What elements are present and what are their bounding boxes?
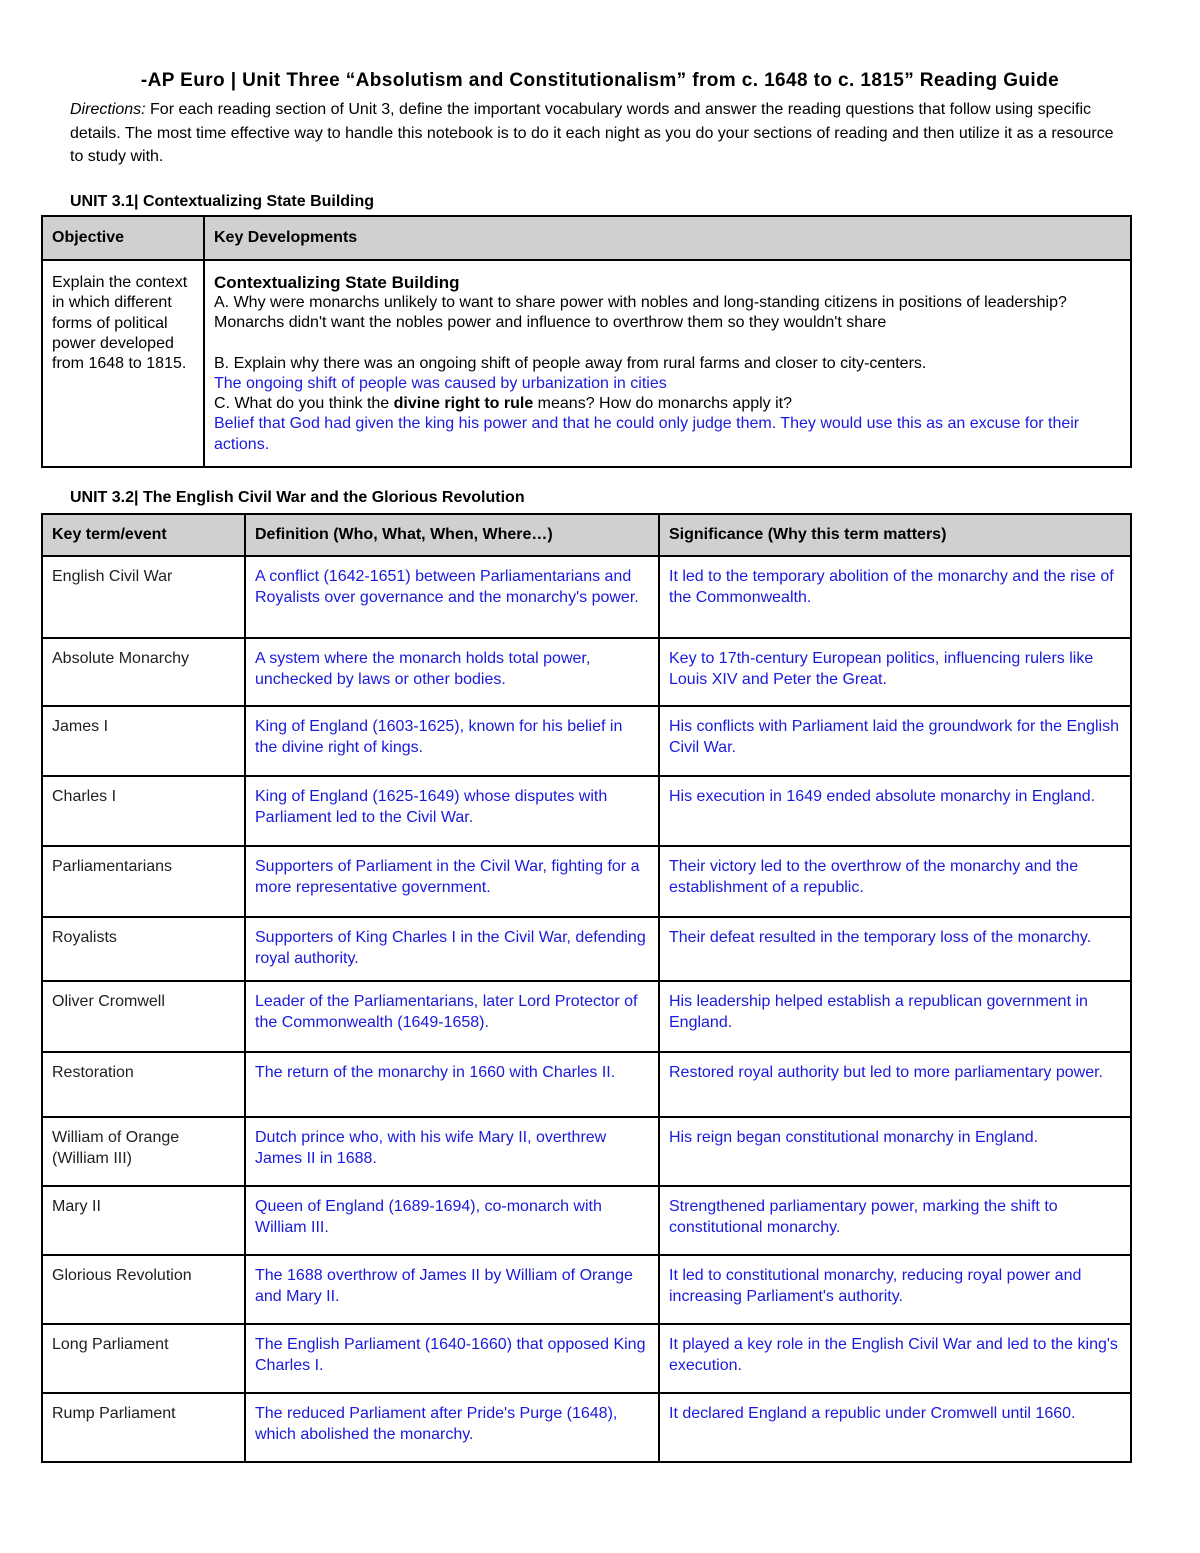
column-header-definition: Definition (Who, What, When, Where…) <box>245 514 659 556</box>
significance-cell: Their defeat resulted in the temporary loss of the monarchy. <box>659 917 1131 981</box>
term-cell: Restoration <box>42 1052 245 1117</box>
definition-cell: A conflict (1642-1651) between Parliamentarians and Royalists over governance and the monarchy's power. <box>245 556 659 638</box>
definition-cell: A system where the monarch holds total power, unchecked by laws or other bodies. <box>245 638 659 706</box>
table-row <box>42 1052 1131 1117</box>
unit-3-2-table <box>41 513 1132 1463</box>
term-cell: Glorious Revolution <box>42 1255 245 1324</box>
unit-3-2-header-row <box>42 514 1131 556</box>
table-row <box>42 638 1131 706</box>
question-a: A. Why were monarchs unlikely to want to share power with nobles and long-standing citizens in positions of leadership? Monarchs didn't want the nobles power and influence to overthrow them so they wouldn't share <box>214 294 1067 332</box>
term-cell: William of Orange (William III) <box>42 1117 245 1186</box>
table-row <box>42 776 1131 846</box>
table-row <box>42 1393 1131 1462</box>
term-cell: English Civil War <box>42 556 245 638</box>
answer-c: Belief that God had given the king his power and that he could only judge them. They would use this as an excuse for their actions. <box>214 415 1080 453</box>
table-row <box>42 917 1131 981</box>
term-cell: Long Parliament <box>42 1324 245 1393</box>
significance-cell: Restored royal authority but led to more parliamentary power. <box>659 1052 1131 1117</box>
answer-b: The ongoing shift of people was caused by urbanization in cities <box>214 374 667 392</box>
key-developments-cell <box>204 260 1131 467</box>
question-b: B. Explain why there was an ongoing shift of people away from rural farms and closer to city-centers. <box>214 354 927 372</box>
term-cell: Rump Parliament <box>42 1393 245 1462</box>
definition-cell: Dutch prince who, with his wife Mary II, overthrew James II in 1688. <box>245 1117 659 1186</box>
unit-3-1-table <box>41 215 1132 468</box>
table-row <box>42 846 1131 917</box>
unit-3-1-content-row <box>42 260 1131 467</box>
column-header-term: Key term/event <box>42 514 245 556</box>
unit-3-1-header-row <box>42 216 1131 260</box>
table-row <box>42 981 1131 1052</box>
definition-cell: The reduced Parliament after Pride's Purge (1648), which abolished the monarchy. <box>245 1393 659 1462</box>
definition-cell: The return of the monarchy in 1660 with Charles II. <box>245 1052 659 1117</box>
page-title: -AP Euro | Unit Three “Absolutism and Constitutionalism” from c. 1648 to c. 1815” Reading Guide <box>140 70 1060 91</box>
directions-text: For each reading section of Unit 3, define the important vocabulary words and answer the reading questions that follow using specific details. The most time effective way to handle this notebook is to do it each night as you do your sections of reading and then utilize it as a resource to study with. <box>70 101 1114 165</box>
column-header-key-developments: Key Developments <box>204 216 1131 260</box>
term-cell: Absolute Monarchy <box>42 638 245 706</box>
question-c-prefix: C. What do you think the <box>214 395 394 413</box>
significance-cell: His leadership helped establish a republican government in England. <box>659 981 1131 1052</box>
significance-cell: Key to 17th-century European politics, influencing rulers like Louis XIV and Peter the Great. <box>659 638 1131 706</box>
term-cell: James I <box>42 706 245 776</box>
table-row <box>42 1255 1131 1324</box>
definition-cell: The English Parliament (1640-1660) that opposed King Charles I. <box>245 1324 659 1393</box>
significance-cell: It led to the temporary abolition of the monarchy and the rise of the Commonwealth. <box>659 556 1131 638</box>
definition-cell: King of England (1625-1649) whose disputes with Parliament led to the Civil War. <box>245 776 659 846</box>
definition-cell: Leader of the Parliamentarians, later Lord Protector of the Commonwealth (1649-1658). <box>245 981 659 1052</box>
question-c-suffix: means? How do monarchs apply it? <box>533 395 793 413</box>
definition-cell: The 1688 overthrow of James II by William of Orange and Mary II. <box>245 1255 659 1324</box>
section-title: Contextualizing State Building <box>214 273 460 292</box>
significance-cell: It declared England a republic under Cromwell until 1660. <box>659 1393 1131 1462</box>
significance-cell: It played a key role in the English Civil War and led to the king's execution. <box>659 1324 1131 1393</box>
definition-cell: Queen of England (1689-1694), co-monarch with William III. <box>245 1186 659 1255</box>
table-row <box>42 1117 1131 1186</box>
column-header-objective: Objective <box>42 216 204 260</box>
significance-cell: Strengthened parliamentary power, marking the shift to constitutional monarchy. <box>659 1186 1131 1255</box>
significance-cell: Their victory led to the overthrow of the monarchy and the establishment of a republic. <box>659 846 1131 917</box>
significance-cell: His reign began constitutional monarchy in England. <box>659 1117 1131 1186</box>
term-cell: Charles I <box>42 776 245 846</box>
column-header-significance: Significance (Why this term matters) <box>659 514 1131 556</box>
term-cell: Oliver Cromwell <box>42 981 245 1052</box>
term-cell: Mary II <box>42 1186 245 1255</box>
objective-cell: Explain the context in which different forms of political power developed from 1648 to 1815. <box>42 260 204 467</box>
significance-cell: His execution in 1649 ended absolute monarchy in England. <box>659 776 1131 846</box>
term-cell: Parliamentarians <box>42 846 245 917</box>
definition-cell: King of England (1603-1625), known for his belief in the divine right of kings. <box>245 706 659 776</box>
question-c <box>214 394 1121 414</box>
term-cell: Royalists <box>42 917 245 981</box>
table-row <box>42 1324 1131 1393</box>
table-row <box>42 556 1131 638</box>
definition-cell: Supporters of King Charles I in the Civil War, defending royal authority. <box>245 917 659 981</box>
question-c-term: divine right to rule <box>393 395 534 413</box>
directions <box>70 98 1130 169</box>
definition-cell: Supporters of Parliament in the Civil War, fighting for a more representative government. <box>245 846 659 917</box>
unit-3-1-heading: UNIT 3.1| Contextualizing State Building <box>70 193 375 210</box>
directions-label: Directions: <box>70 101 146 118</box>
table-row <box>42 706 1131 776</box>
table-row <box>42 1186 1131 1255</box>
unit-3-2-heading: UNIT 3.2| The English Civil War and the Glorious Revolution <box>70 489 525 506</box>
significance-cell: It led to constitutional monarchy, reducing royal power and increasing Parliament's authority. <box>659 1255 1131 1324</box>
significance-cell: His conflicts with Parliament laid the groundwork for the English Civil War. <box>659 706 1131 776</box>
